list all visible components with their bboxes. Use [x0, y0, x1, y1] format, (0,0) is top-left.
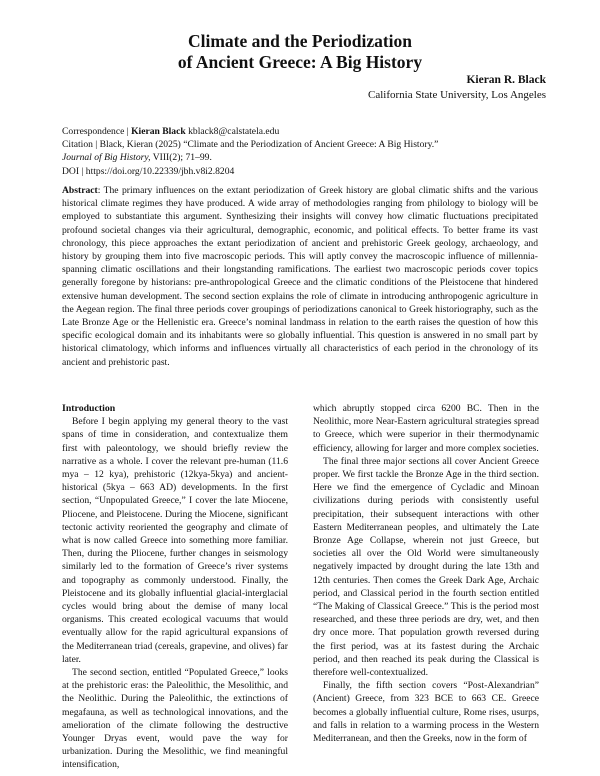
journal-volume: VIII(2); 71–99. — [150, 152, 212, 164]
body-paragraph: Finally, the fifth section covers “Post-Alexandrian” (Ancient) Greece, from 323 BCE to 663 CE. Greece becomes a globally influential culture, Rome rises, usurps, and falls in relation to a warming process in the Western Mediterranean, and then the Greeks, now in the form of — [313, 680, 539, 745]
abstract — [62, 184, 538, 369]
correspondence-label: Correspondence | — [62, 126, 132, 137]
title-line-2: of Ancient Greece: A Big History — [177, 52, 423, 72]
body-paragraph: The final three major sections all cover Ancient Greece proper. We first tackle the Bronze Age in the third section. Here we find the emergence of Cycladic and Minoan civilizations during periods with consistently useful precipitation, their subsequent interactions with other Eastern Mediterranean peoples, and ultimately the Late Bronze Age Collapse, wherein not just Greece, but societies all over the Old World were simultaneously negatively impacted by drought during the late 13th and 12th centuries. Then comes the Greek Dark Age, Archaic period, and Classical period in the fourth section entitled “The Making of Classical Greece.” This is the period most researched, and these three periods are dry, wet, and then dry once more. That population growth reversed during the first period, was at its fastest during the Archaic period, and then reached its peak during the Classical is therefore well-contextualized. — [313, 455, 539, 679]
journal-name: Journal of Big History, — [62, 152, 151, 164]
citation-line: Citation | Black, Kieran (2025) “Climate and the Periodization of Ancient Greece: A Big History.” — [62, 139, 439, 151]
correspondence-name: Kieran Black — [131, 126, 186, 137]
body-column-right — [313, 402, 539, 745]
title-line-1: Climate and the Periodization — [187, 31, 413, 51]
body-column-left — [62, 402, 288, 772]
body-paragraph: The second section, entitled “Populated Greece,” looks at the prehistoric eras: the Paleolithic, the Mesolithic, and the Neolithic. During the Paleolithic, the extinctions of megafauna, as well as technological innovations, and the amelioration of the climate following the destructive Younger Dryas event, would pave the way for urbanization. During the Mesolithic, we find meaningful intensification, — [62, 667, 288, 771]
abstract-label: Abstract — [62, 185, 98, 196]
author-affiliation: California State University, Los Angeles — [367, 89, 546, 101]
author-name: Kieran R. Black — [466, 74, 546, 86]
abstract-text: : The primary influences on the extant periodization of Greek history are global climatic shifts and the various historical climate regimes they have produced. A wide array of methodologies ranging from philology to biology will be employed to substantiate this argument. Synthesizing their insights will convey how climatic fluctuations precipitated profound societal changes via their agricultural, demographic, economic, and political effects. To better frame its vast chronology, this piece approaches the extant periodization of ancient and prehistoric Greek geology, archaeology, and history by grouping them into five macroscopic periods. This will aptly convey the macroscopic influence of millennia-spanning climatic oscillations and their longstanding ramifications. The earliest two macroscopic periods cover topics generally foregone by historians: pre-anthropological Greece and the climatic conditions of the Pleistocene that hindered extensive human development. The second section explains the role of climate in introducing anthropogenic agriculture in the Aegean region. The final three periods cover groupings of periodizations canonical to Greek historiography, such as the Late Bronze Age or the Hellenistic era. Greece’s nominal landmass in relation to the earth raises the question of how this specific ecological domain and its inhabitants were so globally influential. This question is answered in no small part by historical climatology, which informs and influences virtually all characteristics of each period in the chronology of its ancient and prehistoric past. — [62, 185, 538, 368]
journal-line — [62, 151, 542, 164]
section-heading: Introduction — [62, 403, 116, 414]
author-block — [368, 73, 546, 103]
body-paragraph: Before I begin applying my general theory to the vast spans of time in consideration, and contextualize them first with paleontology, we should briefly review the narrative as a whole. I cover the relevant pre-human (11.6 mya – 12 kya), prehistoric (12kya-5kya) and ancient-historical (5kya – 663 AD) developments. In the first section, “Unpopulated Greece,” I cover the late Miocene, Pliocene, and Pleistocene. During the Miocene, significant tectonic activity reoriented the geography and climate of what is now called Greece into something more familiar. Then, during the Pliocene, further changes in seismology similarly led to the formation of Greece’s river systems and topography as commonly understood. Finally, the Pleistocene and its globally influential glacial-interglacial cycles would bring about the demise of many local organisms. This created ecological vacuums that would eventually allow for the rapid agricultural expansions of the Mediterranean triad (cereals, grapevine, and olives) far later. — [62, 416, 288, 665]
body-paragraph: which abruptly stopped circa 6200 BC. Then in the Neolithic, more Near-Eastern agricultural strategies spread to Greece, which were superior in their thermodynamic efficiency, allowing for larger and more complex societies. — [313, 403, 539, 454]
paper-title — [60, 31, 540, 73]
correspondence-line — [62, 125, 542, 138]
doi-line[interactable]: DOI | https://doi.org/10.22339/jbh.v8i2.8204 — [62, 165, 235, 177]
correspondence-email[interactable]: kblack8@calstatela.edu — [185, 126, 280, 137]
article-metadata — [62, 125, 542, 178]
